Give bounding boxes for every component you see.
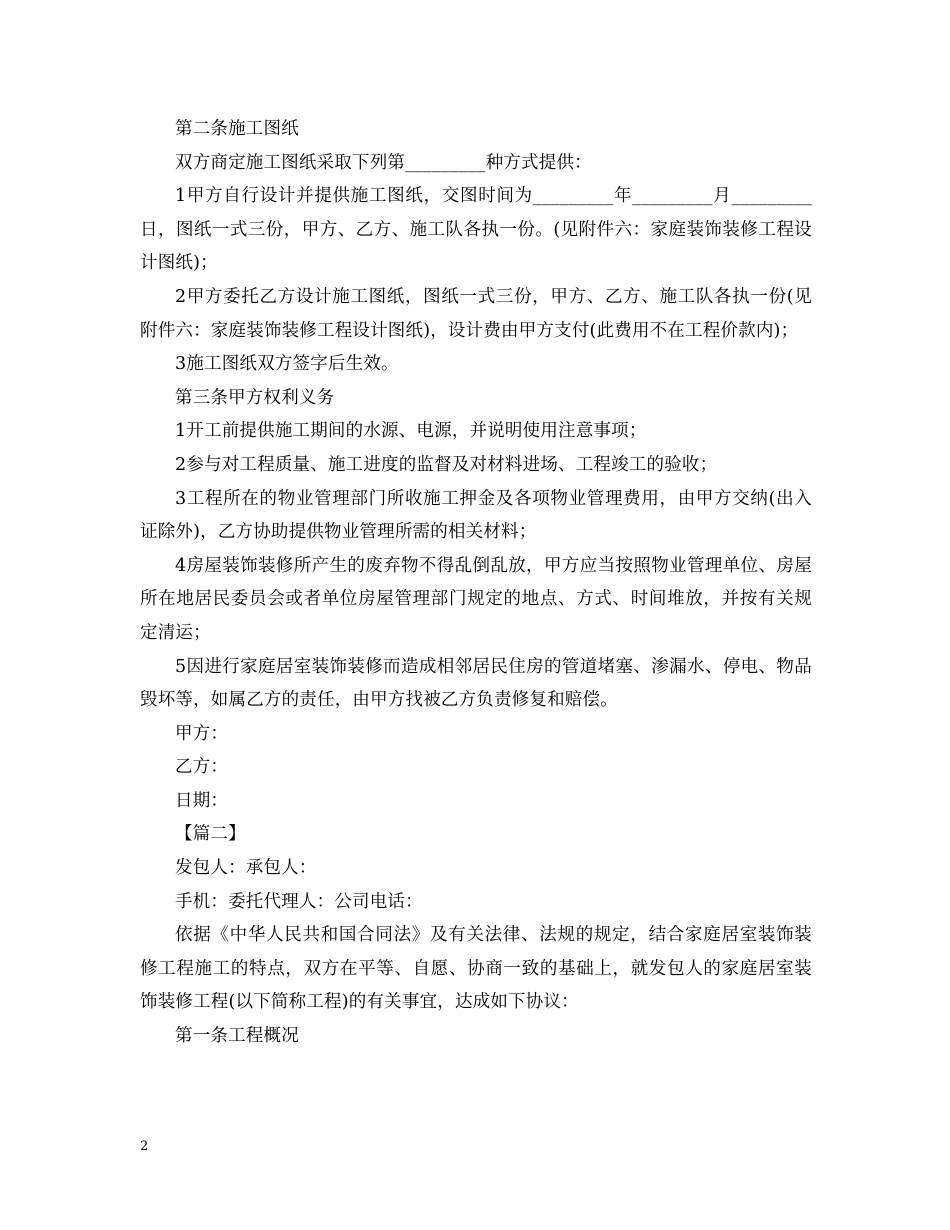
paragraph: 1开工前提供施工期间的水源、电源，并说明使用注意事项；	[175, 421, 647, 442]
signature-party-b: 乙方：	[175, 757, 229, 778]
section-heading: 第一条工程概况	[175, 1026, 299, 1047]
section-heading: 第二条施工图纸	[175, 119, 299, 139]
paragraph: 3工程所在的物业管理部门所收施工押金及各项物业管理费用，由甲方交纳(出入证除外)，乙方协助提供物业管理所需的相关材料；	[140, 488, 812, 543]
paragraph: 发包人：承包人：	[175, 858, 317, 879]
chapter-heading: 【篇二】	[175, 824, 246, 845]
paragraph: 双方商定施工图纸采取下列第_________种方式提供：	[175, 152, 592, 173]
body-text	[140, 113, 812, 1054]
paragraph: 2甲方委托乙方设计施工图纸，图纸一式三份，甲方、乙方、施工队各执一份(见附件六：家庭装饰装修工程设计图纸)，设计费由甲方支付(此费用不在工程价款内)；	[140, 286, 812, 341]
paragraph: 手机：委托代理人：公司电话：	[175, 891, 423, 912]
section-heading: 第三条甲方权利义务	[175, 387, 335, 408]
page-number: 2	[140, 1139, 149, 1154]
signature-party-a: 甲方：	[175, 723, 229, 744]
paragraph: 2参与对工程质量、施工进度的监督及对材料进场、工程竣工的验收；	[175, 454, 718, 475]
paragraph: 4房屋装饰装修所产生的废弃物不得乱倒乱放，甲方应当按照物业管理单位、房屋所在地居民委员会或者单位房屋管理部门规定的地点、方式、时间堆放，并按有关规定清运；	[140, 555, 812, 643]
paragraph: 1甲方自行设计并提供施工图纸，交图时间为_________年_________月_________日，图纸一式三份，甲方、乙方、施工队各执一份。(见附件六：家庭装饰装修工程设计图纸)；	[140, 186, 812, 274]
signature-date: 日期：	[175, 790, 229, 811]
paragraph: 5因进行家庭居室装饰装修而造成相邻居民住房的管道堵塞、渗漏水、停电、物品毁坏等，如属乙方的责任，由甲方找被乙方负责修复和赔偿。	[140, 656, 812, 711]
paragraph: 3施工图纸双方签字后生效。	[175, 354, 399, 375]
paragraph: 依据《中华人民共和国合同法》及有关法律、法规的规定，结合家庭居室装饰装修工程施工的特点，双方在平等、自愿、协商一致的基础上，就发包人的家庭居室装饰装修工程(以下简称工程)的有关事宜，达成如下协议：	[140, 925, 812, 1013]
